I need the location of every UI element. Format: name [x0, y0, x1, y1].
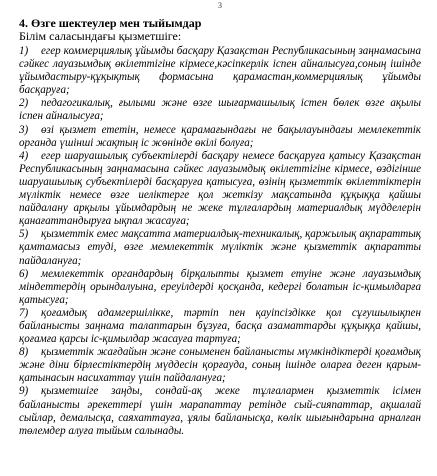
list-item [19, 346, 421, 385]
section-intro: Білім саласындағы қызметшіге: [19, 29, 182, 43]
list-item-text: егер коммерциялық ұйымды басқару Қазақстан Республикасының заңнамасына сәйкес лауазымдық өкілеттігіне кірмесе,кәсіпкерлік іспен айналысуға,соның ішінде ұйымдастыру-құқықтық формасына қарамастан,коммерциялық ұйымды басқаруға; [19, 45, 421, 97]
list-item [19, 150, 421, 229]
list-item [19, 385, 421, 437]
list-item-text: педагогикалық, ғылыми және өзге шығармашылық істен бөлек өзге ақылы іспен айналысуға; [19, 97, 421, 123]
list-item-number: 2) [19, 97, 29, 110]
list-item-number: 3) [19, 123, 29, 136]
section-heading: 4. Өзге шектеулер мен тыйымдар [19, 16, 202, 30]
list-item-number: 6) [19, 267, 29, 280]
list-item [19, 45, 421, 97]
list-item-number: 1) [19, 45, 29, 57]
list-item-text: қоғамдық адамгершілікке, тәртіп пен қауіпсіздікке қол сұғушылықпен байланысты заңнама талаптарын бұзуға, басқа азаматтарды құқыққа қайшы, қоғамға қарсы іс-қимылдар жасауға тартуға; [19, 306, 421, 346]
list-item-text: егер шаруашылық субъектілерді басқару немесе басқаруға қатысу Қазақстан Республикасының заңнамасына сәйкес лауазымдық өкілеттігіне кірмесе, өздігінше шаруашылық субъектілерді басқаруға қатысуға, өзінің қызметтік өкілеттіктерін мүліктік немесе өзге иеліктерге қол жеткізу мақсатында құқыққа қайшы пайдалану арқылы ұйымдардың не жеке тұлғалардың материалдық мүдделерін қанағаттандыруға ықпал жасауға; [19, 149, 421, 228]
list-item [19, 124, 421, 150]
list-item [19, 268, 421, 307]
list-item-number: 9) [19, 385, 29, 398]
list-item [19, 228, 421, 267]
list-item-text: мемлекеттік органдардың бірқалыпты қызмет етуіне және лауазымдық міндеттердің орындалуына, ереуілдерді қосқанда, кедергі болатын іс-қимылдарға қатысуға; [19, 267, 421, 306]
list-item [19, 97, 421, 123]
list-item-number: 8) [19, 346, 29, 359]
list-item-number: 5) [19, 228, 29, 241]
page-number: 3 [218, 1, 222, 10]
list-item-text: қызметтік емес мақсатта материалдық-техникалық, қаржылық ақпараттық қамтамасыз етуді, өзге мемлекеттік мүліктік және қызметтік ақпаратты пайдалануға; [19, 228, 421, 267]
list-item-text: өзі қызмет ететін, немесе қарамағындағы не бақылауындағы мемлекеттік органда үшінші жақтың іс жөнінде өкілі болуға; [19, 123, 421, 149]
list-item-text: қызметтік жағдайын және соныменен байланысты мүмкіндіктерді қоғамдық және діни бірлестіктердің мүддесін қорғауда, соның ішінде оларға деген қарым-қатынасын насихаттау үшін пайдалануға; [19, 346, 421, 385]
list-item-number: 7) [19, 306, 29, 319]
list-item [19, 307, 421, 346]
restriction-list [19, 45, 421, 438]
list-item-text: қызметшіге заңды, сондай-ақ жеке тұлғалармен қызметтік ісімен байланысты әрекеттері үшін марапаттау ретінде сый-сияпаттар, ақшалай сыйлар, демалысқа, саяхаттауға, ұялы байланысқа, көлік шығындарына арналған төлемдер алуға тыйым салынады. [19, 385, 421, 437]
list-item-number: 4) [19, 149, 29, 162]
